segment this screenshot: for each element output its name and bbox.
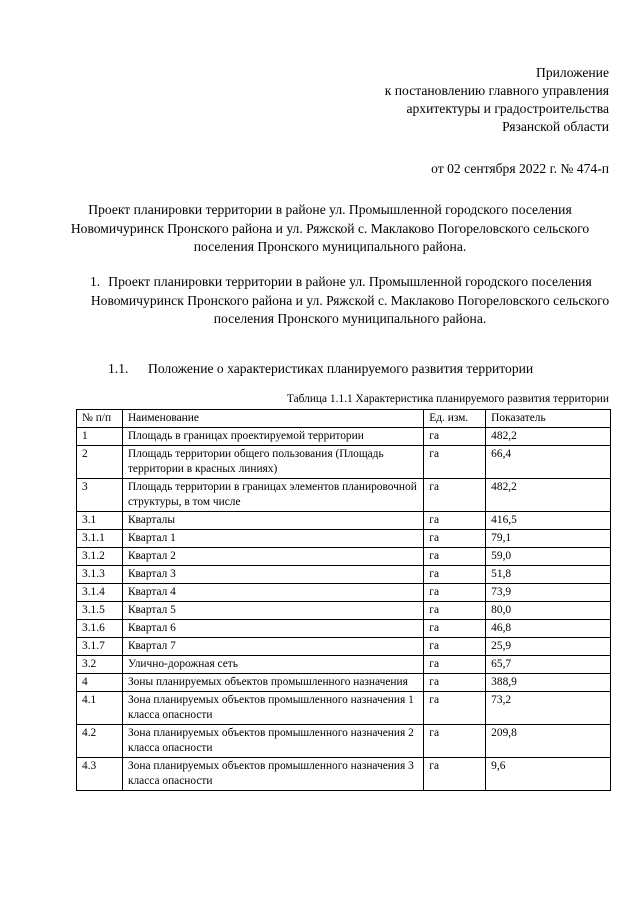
row-number: 2: [77, 446, 123, 479]
decree-date: от 02 сентября 2022 г. № 474-п: [431, 161, 609, 176]
row-number: 1: [77, 428, 123, 446]
row-number: 3.1.5: [77, 602, 123, 620]
table-row: [77, 566, 611, 584]
row-name: Квартал 4: [122, 584, 423, 602]
row-unit: га: [424, 725, 486, 758]
row-unit: га: [424, 446, 486, 479]
appendix-header: [385, 64, 609, 136]
row-number: 3.1.7: [77, 638, 123, 656]
row-name: Улично-дорожная сеть: [122, 656, 423, 674]
row-unit: га: [424, 638, 486, 656]
row-number: 3.2: [77, 656, 123, 674]
characteristics-table: [76, 409, 611, 791]
table-row: [77, 428, 611, 446]
table-row: [77, 602, 611, 620]
row-value: 388,9: [486, 674, 611, 692]
appendix-line-2: к постановлению главного управления: [384, 83, 609, 98]
row-value: 209,8: [486, 725, 611, 758]
row-value: 482,2: [486, 479, 611, 512]
table-row: [77, 479, 611, 512]
row-value: 80,0: [486, 602, 611, 620]
row-value: 25,9: [486, 638, 611, 656]
row-name: Площадь территории общего пользования (Площадь территории в красных линиях): [122, 446, 423, 479]
row-value: 79,1: [486, 530, 611, 548]
row-name: Площадь в границах проектируемой территории: [122, 428, 423, 446]
subsection-text: Положение о характеристиках планируемого развития территории: [148, 361, 534, 376]
row-name: Площадь территории в границах элементов планировочной структуры, в том числе: [122, 479, 423, 512]
header-value: Показатель: [486, 410, 611, 428]
row-unit: га: [424, 620, 486, 638]
table-row: [77, 692, 611, 725]
row-name: Квартал 5: [122, 602, 423, 620]
row-unit: га: [424, 512, 486, 530]
subsection-number: 1.1.: [108, 361, 129, 376]
row-name: Кварталы: [122, 512, 423, 530]
table-row: [77, 548, 611, 566]
table-header-row: [77, 410, 611, 428]
row-number: 3.1.4: [77, 584, 123, 602]
row-number: 3.1.1: [77, 530, 123, 548]
section-number: 1.: [90, 274, 101, 289]
row-value: 73,9: [486, 584, 611, 602]
table-caption: Таблица 1.1.1 Характеристика планируемого развития территории: [286, 393, 609, 405]
row-number: 3: [77, 479, 123, 512]
row-unit: га: [424, 602, 486, 620]
row-unit: га: [424, 656, 486, 674]
table-row: [77, 530, 611, 548]
row-number: 3.1: [77, 512, 123, 530]
row-name: Квартал 7: [122, 638, 423, 656]
row-number: 4.2: [77, 725, 123, 758]
row-value: 46,8: [486, 620, 611, 638]
row-number: 3.1.6: [77, 620, 123, 638]
row-number: 3.1.2: [77, 548, 123, 566]
row-value: 59,0: [486, 548, 611, 566]
row-value: 66,4: [486, 446, 611, 479]
row-value: 51,8: [486, 566, 611, 584]
table-row: [77, 620, 611, 638]
row-name: Квартал 2: [122, 548, 423, 566]
appendix-line-4: Рязанской области: [502, 119, 609, 134]
table-row: [77, 725, 611, 758]
row-unit: га: [424, 566, 486, 584]
row-unit: га: [424, 758, 486, 791]
row-number: 4: [77, 674, 123, 692]
header-number: № п/п: [77, 410, 123, 428]
row-number: 4.3: [77, 758, 123, 791]
row-value: 65,7: [486, 656, 611, 674]
section-heading: [90, 273, 610, 329]
row-value: 73,2: [486, 692, 611, 725]
row-name: Зона планируемых объектов промышленного назначения 1 класса опасности: [122, 692, 423, 725]
row-number: 4.1: [77, 692, 123, 725]
header-name: Наименование: [122, 410, 423, 428]
row-value: 9,6: [486, 758, 611, 791]
row-name: Квартал 3: [122, 566, 423, 584]
row-unit: га: [424, 674, 486, 692]
appendix-line-3: архитектуры и градостроительства: [406, 101, 609, 116]
row-value: 416,5: [486, 512, 611, 530]
row-name: Зоны планируемых объектов промышленного назначения: [122, 674, 423, 692]
row-unit: га: [424, 530, 486, 548]
row-number: 3.1.3: [77, 566, 123, 584]
row-unit: га: [424, 692, 486, 725]
table-row: [77, 584, 611, 602]
row-unit: га: [424, 584, 486, 602]
table-row: [77, 512, 611, 530]
row-name: Зона планируемых объектов промышленного назначения 2 класса опасности: [122, 725, 423, 758]
table-row: [77, 758, 611, 791]
row-name: Зона планируемых объектов промышленного назначения 3 класса опасности: [122, 758, 423, 791]
row-unit: га: [424, 479, 486, 512]
table-row: [77, 638, 611, 656]
table-row: [77, 656, 611, 674]
subsection-heading: [108, 361, 533, 377]
row-value: 482,2: [486, 428, 611, 446]
row-name: Квартал 1: [122, 530, 423, 548]
header-unit: Ед. изм.: [424, 410, 486, 428]
section-text: Проект планировки территории в районе ул. Промышленной городского поселения Новомичуринск Пронского района и ул. Ряжской с. Маклаково Погореловского сельского поселения Пронского муниципального района.: [90, 274, 610, 326]
document-title: Проект планировки территории в районе ул. Промышленной городского поселения Новомичуринск Пронского района и ул. Ряжской с. Маклаково Погореловского сельского поселения Пронского муниципального района.: [70, 202, 590, 254]
row-unit: га: [424, 428, 486, 446]
table-row: [77, 446, 611, 479]
table-body: [77, 428, 611, 791]
row-name: Квартал 6: [122, 620, 423, 638]
row-unit: га: [424, 548, 486, 566]
table-row: [77, 674, 611, 692]
appendix-label: Приложение: [536, 65, 609, 80]
